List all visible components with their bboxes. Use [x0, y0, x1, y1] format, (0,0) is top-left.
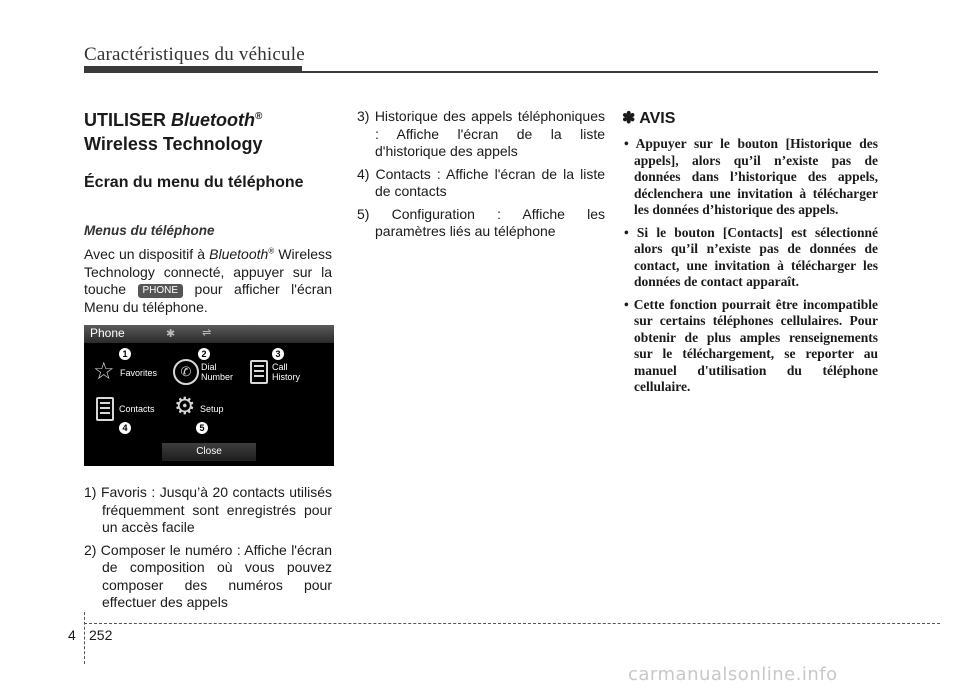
callout-5: 5: [196, 422, 208, 434]
registered-mark: ®: [255, 111, 263, 122]
list-item: 4) Contacts : Affiche l'écran de la liste de contacts: [357, 165, 605, 199]
callout-3: 3: [272, 348, 284, 360]
handset-icon: ✆: [173, 359, 199, 385]
menus-heading: Menus du téléphone: [84, 223, 215, 238]
notice-item: • Si le bouton [Contacts] est sélectionné alors qu’il n’existe pas de données de contact, une invitation à télécharger les données de contact apparaît.: [624, 224, 878, 289]
list-item: 5) Configuration : Affiche les paramètres liés au téléphone: [357, 205, 605, 239]
star-icon: ☆: [93, 358, 115, 385]
menu-label-favorites: Favorites: [120, 368, 158, 378]
middle-column: [357, 108, 605, 246]
footer-dashed-divider: [84, 612, 85, 664]
chapter-title: Caractéristiques du véhicule: [84, 44, 305, 65]
dial-label-line2: Number: [201, 372, 234, 382]
notice-heading: ✽ AVIS: [622, 110, 676, 127]
menu-label-contacts: Contacts: [119, 404, 155, 414]
dial-label-line1: Dial: [201, 362, 217, 372]
header-rule: [84, 71, 878, 73]
section-title-brand: Bluetooth: [171, 110, 255, 130]
menu-label-call-history: [272, 362, 300, 382]
intro-text-b: Wireless Technology connecté, appuyer sur la touche: [84, 246, 332, 297]
bluetooth-icon: ✱: [166, 328, 176, 340]
intro-brand: Bluetooth: [209, 246, 269, 262]
watermark: carmanualsonline.info: [628, 664, 838, 685]
chapter-number: 4: [68, 627, 76, 643]
usb-icon: ⇌: [202, 327, 212, 339]
section-subtitle: Écran du menu du téléphone: [84, 174, 304, 191]
phone-menu-screenshot: [84, 325, 334, 466]
footer-dashed-rule: [84, 623, 940, 624]
intro-paragraph: [84, 246, 332, 316]
menu-label-setup: Setup: [200, 404, 224, 414]
gear-icon: ⚙: [174, 393, 196, 420]
intro-text-c: pour afficher l'écran Menu du téléphone.: [84, 281, 332, 315]
menu-label-dial-number: [201, 362, 233, 382]
intro-registered-mark: ®: [268, 246, 275, 256]
call-history-icon: [250, 360, 268, 384]
notice-item: • Cette fonction pourrait être incompatible sur certains téléphones cellulaires. Pour obtenir de plus amples renseignements sur le téléchargement, se reporter au manuel d'utilisation du téléphone cellulaire.: [624, 296, 878, 394]
callout-2: 2: [198, 348, 210, 360]
phone-key-badge: PHONE: [138, 284, 184, 298]
contacts-icon: [96, 397, 114, 421]
callout-1: 1: [119, 348, 131, 360]
menu-description-list-left: [84, 484, 332, 617]
list-item: 2) Composer le numéro : Affiche l'écran de composition où vous pouvez composer des numéros pour effectuer des appels: [84, 541, 332, 610]
notice-box: [622, 108, 878, 396]
notice-item: • Appuyer sur le bouton [Historique des appels], alors qu’il n’existe pas de données dans l’historique des appels, déclenchera une invitation à télécharger les données d’historique des appels.: [624, 136, 878, 217]
history-label-line1: Call: [272, 362, 288, 372]
page-number: 252: [89, 627, 113, 643]
section-title-line2: Wireless Technology: [84, 134, 263, 154]
callout-4: 4: [119, 422, 131, 434]
section-title-prefix: UTILISER: [84, 110, 172, 130]
list-item: 1) Favoris : Jusqu’à 20 contacts utilisés fréquemment sont enregistrés pour un accès facile: [84, 484, 332, 535]
list-item: 3) Historique des appels téléphoniques : Affiche l'écran de la liste d'historique des appels: [357, 108, 605, 159]
close-button: Close: [162, 443, 256, 461]
intro-text-a: Avec un dispositif à: [84, 246, 210, 262]
left-column: [84, 108, 332, 316]
history-label-line2: History: [272, 372, 301, 382]
section-title: [84, 108, 332, 156]
screen-title: Phone: [90, 326, 125, 340]
